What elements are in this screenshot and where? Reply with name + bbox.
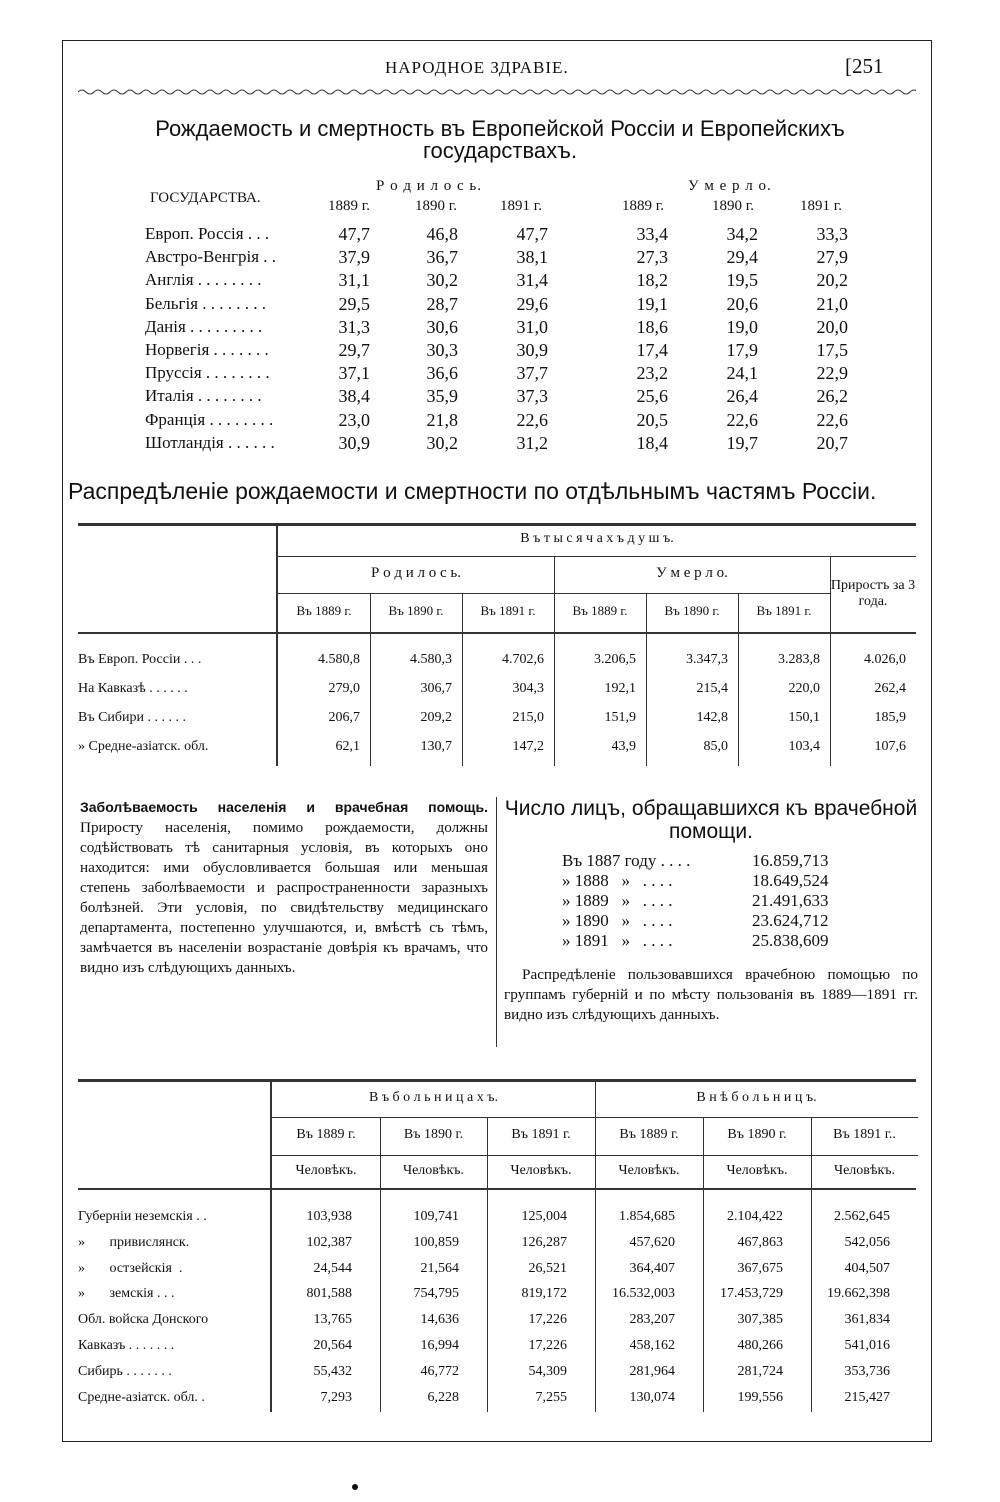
table1-year-header: 1891 г. — [500, 198, 542, 214]
table3-cell: 102,387 — [306, 1234, 352, 1250]
table2-year-header: Въ 1889 г. — [296, 603, 352, 618]
table3-cell: 14,636 — [420, 1312, 459, 1328]
table2-cell: 220,0 — [788, 681, 820, 696]
table3-cell: 541,016 — [844, 1338, 890, 1353]
table2-row-label: » Средне-азіатск. обл. — [78, 739, 209, 754]
table1-cell: 31,2 — [516, 432, 548, 453]
patients-year: » 1890 » . . . . — [562, 911, 673, 930]
table2-cell: 4.580,3 — [410, 652, 452, 667]
table3-cell: 283,207 — [629, 1312, 675, 1328]
table2-cell: 304,3 — [512, 681, 544, 696]
table2-cell: 3.206,5 — [594, 652, 636, 667]
table2-year-header: Въ 1890 г. — [388, 603, 444, 618]
table1-cell: 23,2 — [636, 363, 668, 384]
table2-year-header: Въ 1891 г. — [756, 603, 812, 618]
table3-cell: 1.854,685 — [619, 1209, 675, 1224]
table2-cell: 279,0 — [328, 681, 360, 696]
table2-cell: 107,6 — [874, 739, 906, 754]
patients-year-row — [562, 911, 918, 931]
table2-top-rule — [78, 523, 916, 526]
table3-row-label: » привислянск. — [78, 1234, 190, 1250]
table1-cell: 21,0 — [816, 293, 848, 314]
table1-cell: 17,9 — [726, 340, 758, 360]
table2-cell: 147,2 — [512, 739, 544, 754]
table3-cell: 307,385 — [737, 1312, 783, 1328]
table3-cell: 20,564 — [313, 1338, 352, 1353]
table1-row-label: Англія . . . . . . . . — [145, 270, 262, 290]
table1-year-header: 1890 г. — [415, 198, 457, 214]
patients-year-row — [562, 891, 918, 911]
table2-cell: 209,2 — [420, 710, 452, 725]
page-number: [251 — [845, 54, 884, 78]
table1-cell: 20,0 — [816, 316, 848, 337]
table3-unit-header: Человѣкъ. — [726, 1163, 788, 1178]
column-divider — [496, 797, 497, 1047]
table3-unit-header: Человѣкъ. — [833, 1163, 896, 1178]
table3-row-label: Кавказъ . . . . . . . — [78, 1338, 175, 1353]
table1-cell: 27,9 — [816, 247, 848, 268]
table2-row-label: На Кавказѣ . . . . . . — [78, 681, 188, 696]
table1-cell: 30,9 — [516, 340, 548, 360]
patients-count: 25.838,609 — [752, 931, 829, 950]
table3-cell: 457,620 — [629, 1234, 675, 1250]
table3-cell: 16,994 — [420, 1338, 459, 1353]
table3-rule — [272, 1155, 918, 1156]
table1-cell: 21,8 — [426, 409, 458, 430]
table1-year-header: 1889 г. — [622, 198, 664, 214]
table1-cell: 37,3 — [516, 386, 548, 407]
table1-cell: 17,4 — [636, 340, 668, 360]
patients-year: Въ 1887 году . . . . — [562, 851, 691, 870]
table3-unit-header: Человѣкъ. — [510, 1163, 572, 1178]
table1-cell: 20,2 — [816, 270, 848, 291]
table1-cell: 35,9 — [426, 386, 458, 407]
patients-count: 18.649,524 — [752, 871, 829, 890]
table2-cell: 150,1 — [788, 710, 820, 725]
table1-cell: 22,6 — [816, 409, 848, 430]
table2-cell: 306,7 — [420, 681, 452, 696]
patients-count: 21.491,633 — [752, 891, 829, 910]
table2-died-label: У м е р л о. — [656, 565, 728, 581]
table3-cell: 26,521 — [528, 1260, 567, 1276]
table1-cell: 30,6 — [426, 316, 458, 337]
table1-cell: 19,0 — [726, 316, 758, 337]
table3-cell: 24,544 — [313, 1260, 352, 1276]
table1-row-label: Норвегія . . . . . . . — [145, 340, 269, 359]
table1-cell: 18,2 — [636, 270, 668, 291]
table3-cell: 55,432 — [313, 1363, 352, 1379]
patients-note: Распредѣленіе пользовавшихся врачебною помощью по группамъ губерній и по мѣсту пользованія въ 1889—1891 гг. видно изъ слѣдующихъ данныхъ. — [504, 966, 918, 1023]
table1-row-label: Европ. Россія . . . — [145, 224, 270, 243]
table2-head-rule — [78, 632, 916, 634]
table1-cell: 30,2 — [426, 270, 458, 291]
table1-row-label: Италія . . . . . . . . — [145, 386, 262, 406]
table1-cell: 18,6 — [636, 316, 668, 337]
table3-cell: 754,795 — [413, 1286, 459, 1302]
table3-cell: 17.453,729 — [720, 1286, 783, 1302]
table1-cell: 46,8 — [426, 224, 458, 244]
table1-cell: 24,1 — [726, 363, 758, 384]
table2-cell: 3.347,3 — [686, 652, 728, 667]
table3-cell: 2.562,645 — [834, 1209, 890, 1224]
table3-row-label: » земскія . . . — [78, 1286, 175, 1302]
table1-died-label: У м е р л о. — [688, 178, 772, 194]
table3-unit-header: Человѣкъ. — [402, 1163, 465, 1178]
table3-cell: 467,863 — [737, 1234, 783, 1250]
table1-cell: 17,5 — [816, 340, 848, 360]
table3-cell: 46,772 — [420, 1363, 459, 1379]
table2-cell: 215,4 — [696, 681, 728, 696]
patients-year: » 1888 » . . . . — [562, 871, 673, 890]
table1-cell: 18,4 — [636, 432, 668, 453]
table1-title: Рождаемость и смертность въ Европейской Россіи и Европейскихъ государствахъ. — [155, 116, 845, 163]
table1-cell: 30,9 — [338, 432, 370, 453]
table2-cell: 103,4 — [788, 739, 820, 754]
table1-cell: 34,2 — [726, 224, 758, 244]
table1-cell: 22,6 — [726, 409, 758, 430]
table2-cell: 262,4 — [874, 681, 906, 696]
table3-cell: 2.104,422 — [727, 1209, 783, 1224]
table3-row-label: Средне-азіатск. обл. . — [78, 1389, 205, 1405]
table3-cell: 16.532,003 — [612, 1286, 675, 1302]
table1-row-label: Бельгія . . . . . . . . — [145, 293, 267, 313]
table2-cell: 142,8 — [696, 710, 728, 725]
table1-cell: 47,7 — [338, 224, 370, 244]
table1-born-label: Р о д и л о с ь. — [376, 178, 482, 194]
table3-cell: 819,172 — [521, 1286, 567, 1302]
patients-year-row — [562, 851, 918, 871]
table1-cell: 29,5 — [338, 293, 370, 314]
table2-year-header: Въ 1891 г. — [480, 603, 536, 618]
patients-box — [504, 797, 918, 1025]
table1-cell: 37,1 — [338, 363, 370, 384]
table3-cell: 103,938 — [306, 1209, 352, 1224]
table3-cell: 199,556 — [737, 1389, 783, 1405]
table3-year-header: Въ 1890 г. — [403, 1127, 464, 1142]
table3-cell: 404,507 — [844, 1260, 890, 1276]
table2-cell: 206,7 — [328, 710, 360, 725]
table1-cell: 31,1 — [338, 270, 370, 291]
table1-cell: 26,4 — [726, 386, 758, 407]
table1-year-header: 1891 г. — [800, 198, 842, 214]
table2-cell: 4.026,0 — [864, 652, 906, 667]
table1-cell: 27,3 — [636, 247, 668, 268]
table1-cell: 29,6 — [516, 293, 548, 314]
table3-cell: 7,293 — [320, 1389, 352, 1405]
table3-cell: 361,834 — [844, 1312, 890, 1328]
table1-cell: 47,7 — [516, 224, 548, 244]
patients-count: 23.624,712 — [752, 911, 829, 930]
table1-cell: 19,5 — [726, 270, 758, 291]
table3-cell: 6,228 — [427, 1389, 459, 1405]
wavy-divider — [78, 88, 916, 96]
table3-cell: 126,287 — [521, 1234, 567, 1250]
table1-cell: 31,4 — [516, 270, 548, 291]
table3-year-header: Въ 1889 г. — [296, 1127, 356, 1142]
table1-row-label: Пруссія . . . . . . . . — [145, 363, 270, 383]
table1-col-states: ГОСУДАРСТВА. — [150, 190, 261, 206]
table2-cell: 3.283,8 — [778, 652, 820, 667]
table1-cell: 28,7 — [426, 293, 458, 314]
table2-top-header: В ъ т ы с я ч а х ъ д у ш ъ. — [520, 531, 674, 546]
table1-cell: 19,1 — [636, 293, 668, 314]
table1-cell: 20,7 — [816, 432, 848, 453]
table1-cell: 38,1 — [516, 247, 548, 268]
table3-cell: 801,588 — [306, 1286, 352, 1302]
table3-cell: 109,741 — [413, 1209, 459, 1224]
table1-cell: 37,7 — [516, 363, 548, 384]
table2-cell: 62,1 — [335, 739, 360, 754]
table2-year-header: Въ 1890 г. — [664, 603, 720, 618]
table2-cell: 130,7 — [420, 739, 452, 754]
table2-cell: 85,0 — [703, 739, 728, 754]
table1-cell: 19,7 — [726, 432, 758, 453]
table3-year-header: Въ 1891 г. — [511, 1127, 571, 1142]
patients-year-row — [562, 931, 918, 951]
table2-cell: 4.580,8 — [318, 652, 360, 667]
running-title: НАРОДНОЕ ЗДРАВІЕ. — [385, 58, 569, 77]
table1-cell: 22,6 — [516, 409, 548, 430]
table1-cell: 36,6 — [426, 363, 458, 384]
table3-cell: 17,226 — [528, 1338, 567, 1353]
table1-cell: 22,9 — [816, 363, 848, 384]
table1-year-header: 1890 г. — [712, 198, 754, 214]
table3-top-rule — [78, 1079, 916, 1082]
table3-cell: 54,309 — [528, 1363, 567, 1379]
table2-cell: 185,9 — [874, 710, 906, 725]
table1-cell: 30,3 — [426, 340, 458, 360]
table2-title: Распредѣленіе рождаемости и смертности по отдѣльнымъ частямъ Россіи. — [68, 478, 877, 504]
table1-cell: 33,4 — [636, 224, 668, 244]
table1-cell: 36,7 — [426, 247, 458, 268]
table3-cell: 7,255 — [535, 1389, 567, 1405]
table1-cell: 33,3 — [816, 224, 848, 244]
table3-cell: 215,427 — [844, 1389, 890, 1405]
table1-row-label: Данія . . . . . . . . . — [145, 316, 263, 336]
table3-cell: 367,675 — [737, 1260, 783, 1276]
table2-cell: 215,0 — [512, 710, 544, 725]
table1-cell: 29,7 — [338, 340, 370, 360]
table3-cell: 19.662,398 — [827, 1286, 890, 1302]
table2-row-label: Въ Европ. Россіи . . . — [78, 652, 202, 667]
table3-cell: 480,266 — [737, 1338, 783, 1353]
table2-rule — [278, 556, 916, 557]
table1-cell: 38,4 — [338, 386, 370, 407]
table3-cell: 13,765 — [313, 1312, 352, 1328]
table3-cell: 17,226 — [528, 1312, 567, 1328]
table1-cell: 31,0 — [516, 316, 548, 337]
ink-dot — [352, 1484, 358, 1490]
table3-cell: 125,004 — [521, 1209, 567, 1224]
table1-cell: 20,5 — [636, 409, 668, 430]
table1-cell: 30,2 — [426, 432, 458, 453]
table3-cell: 364,407 — [629, 1260, 675, 1276]
table3-cell: 100,859 — [413, 1234, 459, 1250]
table1-year-header: 1889 г. — [328, 198, 370, 214]
table1-cell: 23,0 — [338, 409, 370, 430]
table2-year-header: Въ 1889 г. — [572, 603, 628, 618]
patients-count: 16.859,713 — [752, 851, 829, 870]
table3-unit-header: Человѣкъ. — [618, 1163, 680, 1178]
morbidity-paragraph — [80, 797, 488, 978]
table3-row-label: » остзейскія . — [78, 1260, 183, 1276]
table3-cell: 281,964 — [629, 1363, 675, 1379]
patients-year: » 1891 » . . . . — [562, 931, 673, 950]
patients-year-row — [562, 871, 918, 891]
table3-head-rule — [78, 1188, 916, 1190]
table3-row-label: Сибирь . . . . . . . — [78, 1363, 172, 1379]
table1-cell: 31,3 — [338, 316, 370, 337]
table2-stub-rule — [277, 526, 278, 766]
table2-cell: 192,1 — [604, 681, 636, 696]
table1-cell: 20,6 — [726, 293, 758, 314]
table2-cell: 151,9 — [604, 710, 636, 725]
table3-cell: 458,162 — [629, 1338, 675, 1353]
patients-year: » 1889 » . . . . — [562, 891, 673, 910]
table2-growth-label: Приростъ за 3 года. — [830, 578, 916, 609]
table3-cell: 21,564 — [420, 1260, 459, 1276]
table2-cell: 4.702,6 — [502, 652, 544, 667]
table3-row-label: Губерніи неземскія . . — [78, 1209, 207, 1224]
patients-by-year — [562, 851, 918, 951]
table1-cell: 29,4 — [726, 247, 758, 268]
table2-row-label: Въ Сибири . . . . . . — [78, 710, 187, 725]
table1-cell: 37,9 — [338, 247, 370, 268]
table3-out-hospitals: В н ѣ б о л ь н и ц ъ. — [696, 1090, 817, 1105]
table3-year-header: Въ 1890 г. — [727, 1127, 787, 1142]
table3-cell: 281,724 — [737, 1363, 783, 1379]
paragraph-heading: Заболѣваемость населенія и врачебная помощь. — [80, 799, 488, 815]
table3-rule — [272, 1117, 918, 1118]
table3-year-header: Въ 1889 г. — [619, 1127, 679, 1142]
table3-year-header: Въ 1891 г.. — [833, 1127, 896, 1142]
table3-cell: 542,056 — [844, 1234, 890, 1250]
table2-born-label: Р о д и л о с ь. — [371, 565, 461, 581]
table1-cell: 26,2 — [816, 386, 848, 407]
table1-row-label: Шотландія . . . . . . — [145, 432, 275, 452]
table3-cell: 353,736 — [844, 1363, 890, 1379]
table1-cell: 25,6 — [636, 386, 668, 407]
patients-title: Число лицъ, обращавшихся къ врачебной помощи. — [504, 797, 918, 843]
table3-row-label: Обл. войска Донского — [78, 1312, 209, 1328]
table3-unit-header: Человѣкъ. — [295, 1163, 357, 1178]
paragraph-text: Приросту населенія, помимо рождаемости, должны содѣйствовать тѣ санитарныя условія, въ которыхъ оно находится: ими обусловливается большая или меньшая степень заболѣваемости и распространенности заразныхъ болѣзней. Эти условія, по свидѣтельству медицинскаго департамента, постепенно улучшаются, и, вмѣстѣ съ тѣмъ, замѣчается въ населеніи возрастаніе довѣрія къ врачамъ, что видно изъ слѣдующихъ данныхъ. — [80, 819, 488, 976]
table1-row-label: Франція . . . . . . . . — [145, 409, 274, 429]
table2-cell: 43,9 — [611, 739, 636, 754]
table3-cell: 130,074 — [629, 1389, 675, 1405]
table1-row-label: Австро-Венгрія . . — [145, 247, 277, 267]
table3-in-hospitals: В ъ б о л ь н и ц а х ъ. — [368, 1090, 498, 1105]
